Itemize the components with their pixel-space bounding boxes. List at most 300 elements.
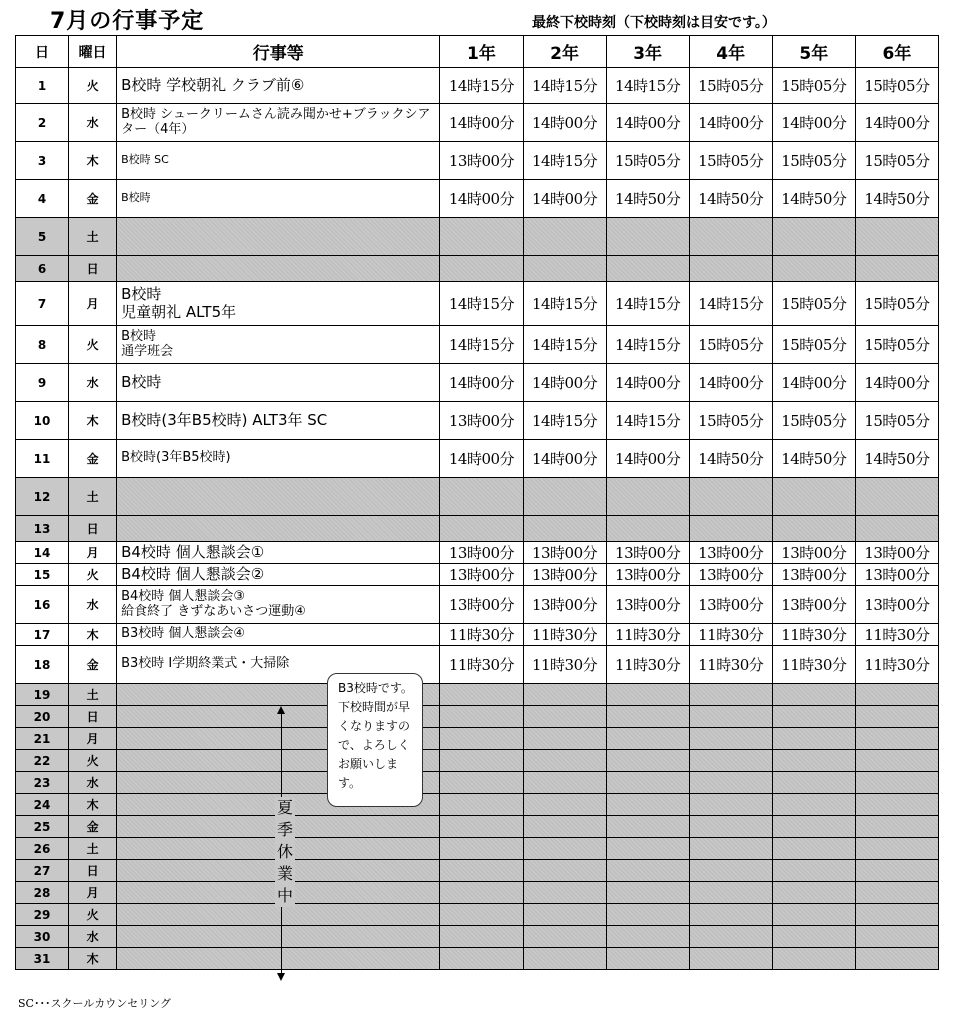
events-cell: B校時 児童朝礼 ALT5年 (117, 282, 440, 326)
events-cell: B4校時 個人懇談会① (117, 542, 440, 564)
dismissal-time-cell: 13時00分 (606, 564, 689, 586)
day-cell: 10 (16, 402, 69, 440)
events-cell (117, 478, 440, 516)
dismissal-time-cell: 11時30分 (606, 624, 689, 646)
weekday-cell: 日 (69, 706, 117, 728)
arrow-up-icon (277, 706, 285, 714)
dismissal-time-cell: 14時15分 (606, 282, 689, 326)
day-cell: 19 (16, 684, 69, 706)
dismissal-time-cell: 11時30分 (689, 624, 772, 646)
dismissal-time-cell (523, 816, 606, 838)
dismissal-time-cell (606, 218, 689, 256)
day-cell: 29 (16, 904, 69, 926)
dismissal-time-cell (689, 772, 772, 794)
dismissal-time-cell: 13時00分 (606, 542, 689, 564)
dismissal-time-cell: 15時05分 (772, 282, 855, 326)
dismissal-time-cell (606, 684, 689, 706)
schedule-row (16, 218, 939, 256)
weekday-cell: 月 (69, 882, 117, 904)
dismissal-time-cell: 14時15分 (440, 326, 523, 364)
weekday-cell: 水 (69, 364, 117, 402)
dismissal-time-cell (855, 218, 938, 256)
dismissal-time-cell (855, 750, 938, 772)
weekday-cell: 土 (69, 684, 117, 706)
dismissal-time-cell (606, 772, 689, 794)
dismissal-time-cell (606, 838, 689, 860)
events-cell: B校時 (117, 364, 440, 402)
dismissal-time-cell: 11時30分 (523, 646, 606, 684)
schedule-row (16, 68, 939, 104)
day-cell: 5 (16, 218, 69, 256)
weekday-cell: 日 (69, 256, 117, 282)
dismissal-time-cell (523, 948, 606, 970)
dismissal-time-cell: 13時00分 (440, 542, 523, 564)
day-cell: 18 (16, 646, 69, 684)
dismissal-time-cell (772, 256, 855, 282)
schedule-row (16, 728, 939, 750)
dismissal-time-cell: 11時30分 (440, 624, 523, 646)
schedule-row (16, 948, 939, 970)
header-weekday: 曜日 (69, 36, 117, 68)
dismissal-time-cell: 13時00分 (855, 586, 938, 624)
dismissal-time-cell: 14時00分 (689, 104, 772, 142)
weekday-cell: 水 (69, 926, 117, 948)
dismissal-time-cell (606, 860, 689, 882)
dismissal-time-cell (772, 860, 855, 882)
weekday-cell: 月 (69, 542, 117, 564)
schedule-row (16, 326, 939, 364)
day-cell: 30 (16, 926, 69, 948)
dismissal-time-cell: 14時50分 (855, 180, 938, 218)
dismissal-time-cell: 11時30分 (606, 646, 689, 684)
dismissal-time-cell (523, 728, 606, 750)
dismissal-time-cell: 13時00分 (523, 586, 606, 624)
dismissal-time-cell (523, 684, 606, 706)
dismissal-time-cell (606, 816, 689, 838)
dismissal-time-cell (606, 706, 689, 728)
dismissal-time-cell (689, 256, 772, 282)
header-grade-3: 3年 (606, 36, 689, 68)
dismissal-time-cell (606, 478, 689, 516)
dismissal-time-cell (772, 926, 855, 948)
dismissal-time-cell (772, 706, 855, 728)
weekday-cell: 金 (69, 646, 117, 684)
dismissal-time-cell (855, 706, 938, 728)
dismissal-time-cell (689, 882, 772, 904)
dismissal-time-cell: 13時00分 (689, 586, 772, 624)
dismissal-time-cell: 14時50分 (689, 180, 772, 218)
dismissal-time-cell: 15時05分 (772, 402, 855, 440)
dismissal-time-cell: 15時05分 (855, 68, 938, 104)
dismissal-time-cell: 15時05分 (855, 142, 938, 180)
dismissal-time-cell: 15時05分 (772, 68, 855, 104)
dismissal-time-cell (689, 706, 772, 728)
events-cell: B3校時 Ⅰ学期終業式・大掃除 (117, 646, 440, 684)
dismissal-time-cell: 14時15分 (606, 68, 689, 104)
schedule-row (16, 142, 939, 180)
day-cell: 6 (16, 256, 69, 282)
dismissal-time-cell (440, 882, 523, 904)
dismissal-time-cell (523, 516, 606, 542)
dismissal-time-cell (523, 838, 606, 860)
dismissal-time-cell (689, 794, 772, 816)
dismissal-time-heading: 最終下校時刻（下校時刻は目安です。） (532, 15, 776, 31)
dismissal-time-cell (689, 948, 772, 970)
dismissal-time-cell: 15時05分 (772, 142, 855, 180)
page-title: 7月の行事予定 (50, 9, 205, 34)
dismissal-time-cell: 14時15分 (523, 142, 606, 180)
weekday-cell: 土 (69, 478, 117, 516)
dismissal-time-cell: 14時50分 (772, 440, 855, 478)
schedule-row (16, 564, 939, 586)
dismissal-time-cell: 15時05分 (689, 402, 772, 440)
dismissal-time-cell (855, 794, 938, 816)
dismissal-time-cell (440, 860, 523, 882)
dismissal-time-cell: 11時30分 (523, 624, 606, 646)
dismissal-time-cell (440, 772, 523, 794)
schedule-row (16, 478, 939, 516)
header-row (16, 36, 939, 68)
dismissal-time-cell (606, 948, 689, 970)
weekday-cell: 土 (69, 218, 117, 256)
weekday-cell: 木 (69, 948, 117, 970)
dismissal-time-cell (440, 728, 523, 750)
dismissal-time-cell: 13時00分 (606, 586, 689, 624)
events-cell: B校時 学校朝礼 クラブ前⑥ (117, 68, 440, 104)
schedule-row (16, 402, 939, 440)
dismissal-time-cell: 15時05分 (772, 326, 855, 364)
dismissal-time-cell (440, 478, 523, 516)
weekday-cell: 木 (69, 402, 117, 440)
schedule-body (16, 68, 939, 970)
day-cell: 7 (16, 282, 69, 326)
arrow-down-icon (277, 973, 285, 981)
day-cell: 9 (16, 364, 69, 402)
dismissal-time-cell (772, 750, 855, 772)
dismissal-time-cell: 13時00分 (523, 542, 606, 564)
schedule-row (16, 282, 939, 326)
dismissal-time-cell (772, 904, 855, 926)
schedule-row (16, 904, 939, 926)
dismissal-time-cell: 11時30分 (772, 624, 855, 646)
day-cell: 16 (16, 586, 69, 624)
schedule-row (16, 794, 939, 816)
dismissal-time-cell (606, 256, 689, 282)
weekday-cell: 木 (69, 142, 117, 180)
dismissal-time-cell: 14時00分 (606, 440, 689, 478)
dismissal-time-cell: 11時30分 (440, 646, 523, 684)
dismissal-time-cell (772, 218, 855, 256)
schedule-table (15, 35, 939, 970)
events-cell (117, 926, 440, 948)
dismissal-time-cell: 15時05分 (855, 282, 938, 326)
events-cell: B校時 通学班会 (117, 326, 440, 364)
dismissal-time-cell: 13時00分 (855, 564, 938, 586)
dismissal-time-cell (440, 218, 523, 256)
header-grade-6: 6年 (855, 36, 938, 68)
dismissal-time-cell (772, 478, 855, 516)
dismissal-time-cell (689, 516, 772, 542)
weekday-cell: 金 (69, 816, 117, 838)
day-cell: 1 (16, 68, 69, 104)
dismissal-time-cell: 14時15分 (606, 326, 689, 364)
schedule-row (16, 180, 939, 218)
schedule-row (16, 586, 939, 624)
dismissal-time-cell (440, 904, 523, 926)
dismissal-time-cell: 14時00分 (689, 364, 772, 402)
schedule-row (16, 364, 939, 402)
dismissal-time-cell (855, 516, 938, 542)
dismissal-time-cell (855, 882, 938, 904)
dismissal-time-cell (440, 926, 523, 948)
dismissal-time-cell: 13時00分 (440, 586, 523, 624)
dismissal-time-cell (523, 794, 606, 816)
schedule-row (16, 882, 939, 904)
dismissal-time-cell: 13時00分 (772, 586, 855, 624)
dismissal-time-cell (855, 684, 938, 706)
dismissal-time-cell (689, 904, 772, 926)
dismissal-time-cell (772, 816, 855, 838)
dismissal-time-cell (606, 728, 689, 750)
dismissal-time-cell: 11時30分 (855, 624, 938, 646)
day-cell: 17 (16, 624, 69, 646)
schedule-row (16, 542, 939, 564)
schedule-row (16, 440, 939, 478)
events-cell: B校時(3年B5校時) (117, 440, 440, 478)
events-cell: B校時 (117, 180, 440, 218)
dismissal-time-cell: 14時15分 (523, 68, 606, 104)
day-cell: 27 (16, 860, 69, 882)
dismissal-time-cell (855, 728, 938, 750)
weekday-cell: 水 (69, 586, 117, 624)
dismissal-time-cell: 14時00分 (772, 364, 855, 402)
dismissal-time-cell: 13時00分 (523, 564, 606, 586)
dismissal-time-cell: 14時15分 (606, 402, 689, 440)
dismissal-time-cell (440, 684, 523, 706)
weekday-cell: 月 (69, 728, 117, 750)
dismissal-time-cell: 14時15分 (689, 282, 772, 326)
weekday-cell: 水 (69, 104, 117, 142)
schedule-row (16, 816, 939, 838)
day-cell: 22 (16, 750, 69, 772)
events-cell (117, 218, 440, 256)
dismissal-time-cell (606, 750, 689, 772)
events-cell (117, 256, 440, 282)
dismissal-time-cell: 14時00分 (523, 104, 606, 142)
dismissal-time-cell (855, 860, 938, 882)
dismissal-time-cell (689, 926, 772, 948)
dismissal-time-cell (523, 882, 606, 904)
schedule-row (16, 684, 939, 706)
day-cell: 28 (16, 882, 69, 904)
schedule-row (16, 256, 939, 282)
day-cell: 24 (16, 794, 69, 816)
dismissal-time-cell (855, 838, 938, 860)
dismissal-time-cell: 11時30分 (855, 646, 938, 684)
dismissal-time-cell (440, 838, 523, 860)
dismissal-time-cell: 13時00分 (689, 564, 772, 586)
events-cell (117, 516, 440, 542)
events-cell: B4校時 個人懇談会② (117, 564, 440, 586)
day-cell: 14 (16, 542, 69, 564)
day-cell: 15 (16, 564, 69, 586)
dismissal-time-cell (855, 816, 938, 838)
dismissal-time-cell (689, 218, 772, 256)
dismissal-time-cell: 14時00分 (855, 364, 938, 402)
day-cell: 13 (16, 516, 69, 542)
dismissal-time-cell (772, 838, 855, 860)
header-grade-5: 5年 (772, 36, 855, 68)
dismissal-time-cell (523, 478, 606, 516)
dismissal-time-cell: 14時15分 (523, 326, 606, 364)
dismissal-time-cell (523, 860, 606, 882)
dismissal-time-cell (772, 882, 855, 904)
day-cell: 3 (16, 142, 69, 180)
dismissal-time-cell (689, 860, 772, 882)
weekday-cell: 日 (69, 860, 117, 882)
dismissal-time-cell (772, 516, 855, 542)
schedule-row (16, 750, 939, 772)
dismissal-time-cell (523, 926, 606, 948)
dismissal-time-cell: 13時00分 (689, 542, 772, 564)
dismissal-time-cell: 14時00分 (440, 364, 523, 402)
dismissal-time-cell: 13時00分 (440, 142, 523, 180)
events-cell: B校時 シュークリームさん読み聞かせ+ブラックシアター（4年） (117, 104, 440, 142)
schedule-row (16, 772, 939, 794)
dismissal-time-cell (689, 816, 772, 838)
dismissal-time-cell: 14時15分 (440, 282, 523, 326)
dismissal-time-cell (689, 750, 772, 772)
day-cell: 4 (16, 180, 69, 218)
dismissal-time-cell (523, 772, 606, 794)
weekday-cell: 火 (69, 904, 117, 926)
dismissal-time-cell (606, 904, 689, 926)
day-cell: 26 (16, 838, 69, 860)
schedule-row (16, 860, 939, 882)
dismissal-time-cell (523, 256, 606, 282)
day-cell: 11 (16, 440, 69, 478)
dismissal-time-cell (689, 728, 772, 750)
events-cell (117, 948, 440, 970)
dismissal-time-cell (772, 794, 855, 816)
dismissal-time-cell: 13時00分 (772, 564, 855, 586)
dismissal-time-cell (523, 904, 606, 926)
dismissal-time-cell: 13時00分 (440, 402, 523, 440)
dismissal-time-cell (855, 256, 938, 282)
weekday-cell: 火 (69, 564, 117, 586)
dismissal-time-cell: 14時50分 (772, 180, 855, 218)
dismissal-time-cell: 15時05分 (855, 326, 938, 364)
dismissal-time-cell (606, 516, 689, 542)
weekday-cell: 水 (69, 772, 117, 794)
dismissal-time-cell (523, 218, 606, 256)
dismissal-time-cell (772, 948, 855, 970)
weekday-cell: 火 (69, 750, 117, 772)
summer-vacation-label: 夏季休業中 (276, 798, 293, 905)
dismissal-time-cell: 14時00分 (440, 180, 523, 218)
weekday-cell: 火 (69, 68, 117, 104)
dismissal-time-cell (772, 728, 855, 750)
header-events: 行事等 (117, 36, 440, 68)
events-cell: B校時 SC (117, 142, 440, 180)
dismissal-time-cell: 11時30分 (772, 646, 855, 684)
dismissal-time-cell: 14時00分 (523, 180, 606, 218)
weekday-cell: 火 (69, 326, 117, 364)
dismissal-time-cell (440, 750, 523, 772)
weekday-cell: 日 (69, 516, 117, 542)
day-cell: 31 (16, 948, 69, 970)
schedule-row (16, 706, 939, 728)
dismissal-time-cell: 14時00分 (606, 104, 689, 142)
day-cell: 20 (16, 706, 69, 728)
dismissal-time-cell: 14時00分 (523, 364, 606, 402)
dismissal-time-cell: 14時00分 (606, 364, 689, 402)
dismissal-time-cell: 13時00分 (855, 542, 938, 564)
dismissal-time-cell: 14時50分 (855, 440, 938, 478)
dismissal-time-cell: 15時05分 (689, 326, 772, 364)
day-cell: 21 (16, 728, 69, 750)
dismissal-time-cell (772, 772, 855, 794)
header-grade-2: 2年 (523, 36, 606, 68)
day-cell: 2 (16, 104, 69, 142)
dismissal-time-cell (523, 750, 606, 772)
dismissal-time-cell (440, 948, 523, 970)
dismissal-time-cell: 14時50分 (689, 440, 772, 478)
dismissal-time-cell (440, 816, 523, 838)
events-cell: B校時(3年B5校時) ALT3年 SC (117, 402, 440, 440)
header-day: 日 (16, 36, 69, 68)
dismissal-time-cell: 14時00分 (523, 440, 606, 478)
dismissal-time-cell (855, 926, 938, 948)
early-dismissal-notice: B3校時です。下校時間が早くなりますので、よろしくお願いします。 (327, 673, 423, 807)
day-cell: 23 (16, 772, 69, 794)
weekday-cell: 金 (69, 440, 117, 478)
weekday-cell: 金 (69, 180, 117, 218)
schedule-row (16, 516, 939, 542)
dismissal-time-cell (689, 684, 772, 706)
dismissal-time-cell (855, 478, 938, 516)
weekday-cell: 月 (69, 282, 117, 326)
header-grade-1: 1年 (440, 36, 523, 68)
footnote: SC･･･スクールカウンセリング (18, 997, 172, 1010)
schedule-row (16, 926, 939, 948)
schedule-row (16, 104, 939, 142)
dismissal-time-cell: 14時15分 (440, 68, 523, 104)
dismissal-time-cell (689, 478, 772, 516)
schedule-row (16, 624, 939, 646)
dismissal-time-cell (855, 904, 938, 926)
dismissal-time-cell: 15時05分 (689, 142, 772, 180)
dismissal-time-cell: 11時30分 (689, 646, 772, 684)
dismissal-time-cell: 14時00分 (772, 104, 855, 142)
weekday-cell: 木 (69, 794, 117, 816)
dismissal-time-cell (772, 684, 855, 706)
dismissal-time-cell: 14時00分 (440, 440, 523, 478)
dismissal-time-cell: 15時05分 (689, 68, 772, 104)
schedule-row (16, 838, 939, 860)
dismissal-time-cell: 13時00分 (440, 564, 523, 586)
dismissal-time-cell: 14時00分 (855, 104, 938, 142)
day-cell: 8 (16, 326, 69, 364)
dismissal-time-cell (440, 256, 523, 282)
dismissal-time-cell: 14時00分 (440, 104, 523, 142)
dismissal-time-cell (523, 706, 606, 728)
dismissal-time-cell: 14時15分 (523, 402, 606, 440)
dismissal-time-cell (606, 794, 689, 816)
day-cell: 12 (16, 478, 69, 516)
dismissal-time-cell: 14時50分 (606, 180, 689, 218)
events-cell: B4校時 個人懇談会③ 給食終了 きずなあいさつ運動④ (117, 586, 440, 624)
